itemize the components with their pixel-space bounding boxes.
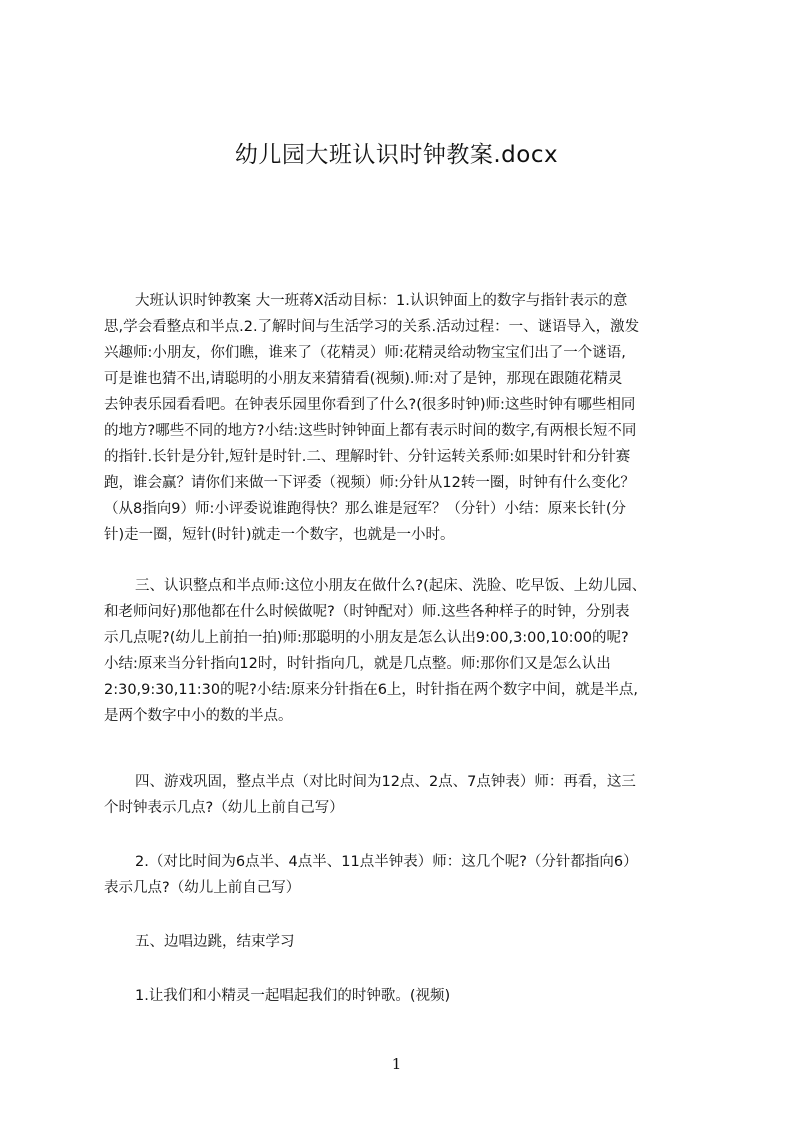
document-title: 幼儿园大班认识时钟教案.docx (234, 142, 559, 168)
body-line: 表示几点?（幼儿上前自己写） (104, 880, 301, 896)
body-line: 四、游戏巩固，整点半点（对比时间为12点、2点、7点钟表）师：再看，这三 (135, 774, 636, 790)
body-line: 去钟表乐园看看吧。在钟表乐园里你看到了什么?(很多时钟)师:这些时钟有哪些相同 (104, 397, 636, 413)
body-line: （从8指向9）师:小评委说谁跑得快？那么谁是冠军？（分针）小结：原来长针(分 (104, 501, 626, 517)
body-line: 的指针.长针是分针,短针是时针.二、理解时针、分针运转关系师:如果时针和分针赛 (104, 449, 631, 465)
body-line: 可是谁也猜不出,请聪明的小朋友来猜猜看(视频).师:对了是钟，那现在跟随花精灵 (104, 371, 623, 387)
body-line: 思,学会看整点和半点.2.了解时间与生活学习的关系.活动过程：一、谜语导入，激发 (104, 319, 640, 335)
body-line: 示几点呢?(幼儿上前拍一拍)师:那聪明的小朋友是怎么认出9:00,3:00,10:00的呢? (104, 630, 629, 646)
page-number: 1 (391, 1055, 402, 1073)
body-line: 兴趣师:小朋友，你们瞧，谁来了（花精灵）师:花精灵给动物宝宝们出了一个谜语, (104, 345, 626, 361)
body-line: 跑，谁会赢？请你们来做一下评委（视频）师:分针从12转一圈，时钟有什么变化？ (104, 475, 635, 491)
body-line: 三、认识整点和半点师:这位小朋友在做什么?(起床、洗脸、吃早饭、上幼儿园、 (135, 578, 647, 594)
body-line: 个时钟表示几点?（幼儿上前自己写） (104, 800, 344, 816)
body-line: 2:30,9:30,11:30的呢?小结:原来分针指在6上，时针指在两个数字中间，就是半点, (104, 682, 639, 698)
body-line: 2.（对比时间为6点半、4点半、11点半钟表）师：这几个呢?（分针都指向6） (135, 854, 638, 870)
body-line: 大班认识时钟教案 大一班蒋X活动目标：1.认识钟面上的数字与指针表示的意 (135, 293, 628, 309)
body-line: 1.让我们和小精灵一起唱起我们的时钟歌。(视频) (135, 988, 451, 1004)
body-line: 是两个数字中小的数的半点。 (104, 708, 293, 724)
body-line: 的地方?哪些不同的地方?小结:这些时钟钟面上都有表示时间的数字,有两根长短不同 (104, 423, 637, 439)
body-line: 小结:原来当分针指向12时，时针指向几，就是几点整。师:那你们又是怎么认出 (104, 656, 611, 672)
body-line: 针)走一圈，短针(时针)就走一个数字，也就是一小时。 (104, 527, 455, 543)
section-heading: 五、边唱边跳，结束学习 (135, 934, 295, 950)
body-line: 和老师问好)那他都在什么时候做呢?（时钟配对）师.这些各种样子的时钟，分别表 (104, 604, 630, 620)
